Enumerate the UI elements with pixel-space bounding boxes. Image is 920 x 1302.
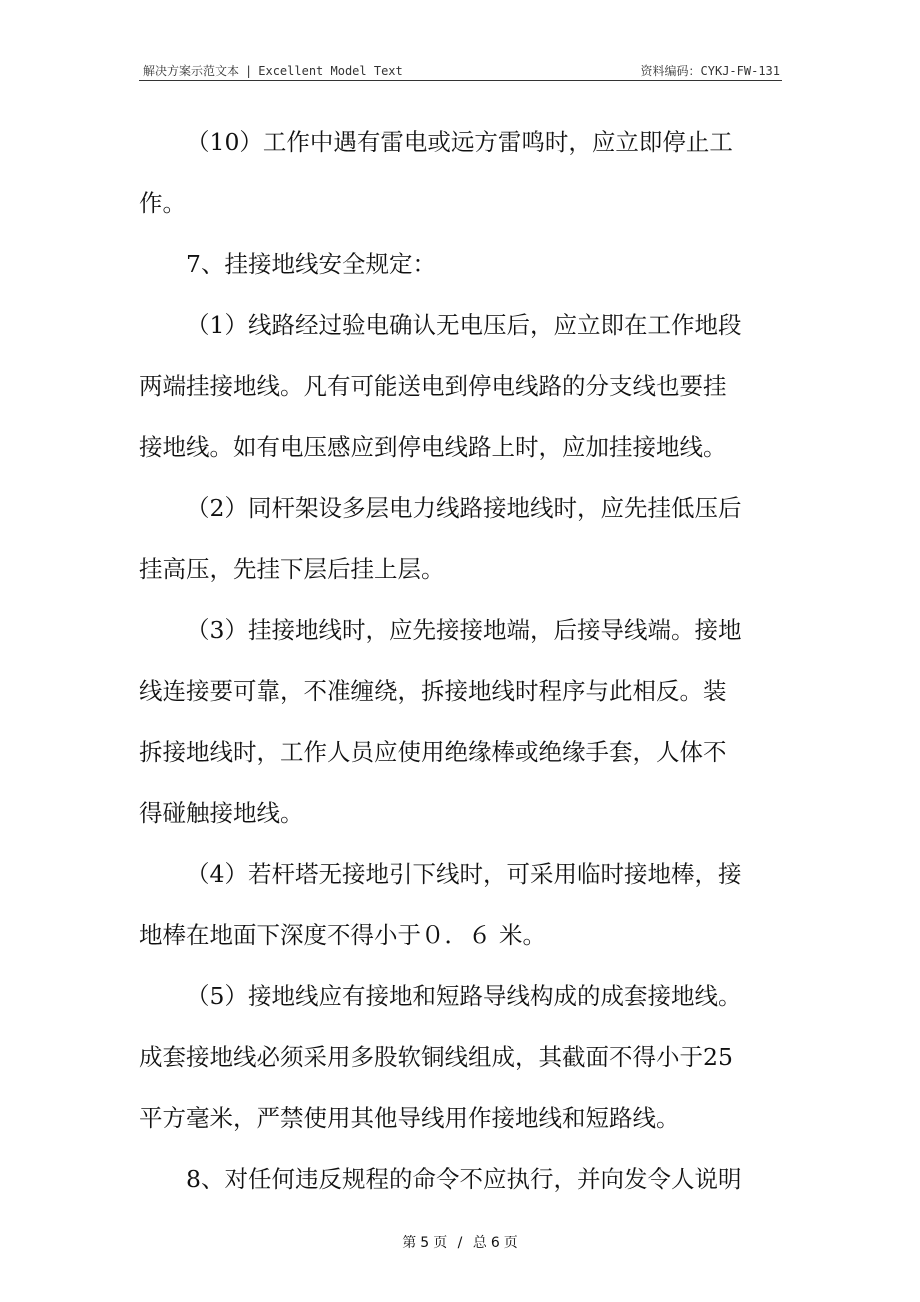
text-line: 成套接地线必须采用多股软铜线组成，其截面不得小于25 [139, 1043, 733, 1071]
page-footer [0, 1232, 920, 1252]
page-separator: / [457, 1235, 463, 1251]
text-line: 线连接要可靠，不准缠绕，拆接地线时程序与此相反。装 [139, 677, 727, 705]
text-line: （10）工作中遇有雷电或远方雷鸣时，应立即停止工 [186, 128, 733, 156]
header-left [143, 62, 403, 79]
text-line: 两端挂接地线。凡有可能送电到停电线路的分支线也要挂 [139, 372, 727, 400]
text-line: 平方毫米，严禁使用其他导线用作接地线和短路线。 [139, 1104, 680, 1132]
page-total: 总 6 页 [472, 1235, 518, 1251]
text-line: 得碰触接地线。 [139, 799, 304, 827]
text-line: 拆接地线时，工作人员应使用绝缘棒或绝缘手套，人体不 [139, 738, 727, 766]
header-title-cn: 解决方案示范文本 [143, 64, 240, 78]
section-heading: 7、挂接地线安全规定： [186, 250, 436, 278]
text-line: 接地线。如有电压感应到停电线路上时，应加挂接地线。 [139, 433, 727, 461]
header-separator: | [245, 64, 253, 78]
text-line: （3）挂接地线时，应先接接地端，后接导线端。接地 [186, 616, 742, 644]
page-number: 第 5 页 [402, 1235, 448, 1251]
header-title-en: Excellent Model Text [258, 64, 403, 78]
text-line: （4）若杆塔无接地引下线时，可采用临时接地棒，接 [186, 860, 742, 888]
page-header [139, 58, 782, 81]
text-line: （1）线路经过验电确认无电压后，应立即在工作地段 [186, 311, 742, 339]
document-body [139, 112, 773, 1210]
header-doc-code: 资料编码：CYKJ-FW-131 [640, 64, 780, 78]
text-line: 挂高压，先挂下层后挂上层。 [139, 555, 445, 583]
text-line: 作。 [139, 189, 186, 217]
text-line: （2）同杆架设多层电力线路接地线时，应先挂低压后 [186, 494, 742, 522]
text-line: （5）接地线应有接地和短路导线构成的成套接地线。 [186, 982, 742, 1010]
section-heading: 8、对任何违反规程的命令不应执行，并向发令人说明 [186, 1165, 742, 1193]
text-line: 地棒在地面下深度不得小于０．６ 米。 [139, 921, 546, 949]
